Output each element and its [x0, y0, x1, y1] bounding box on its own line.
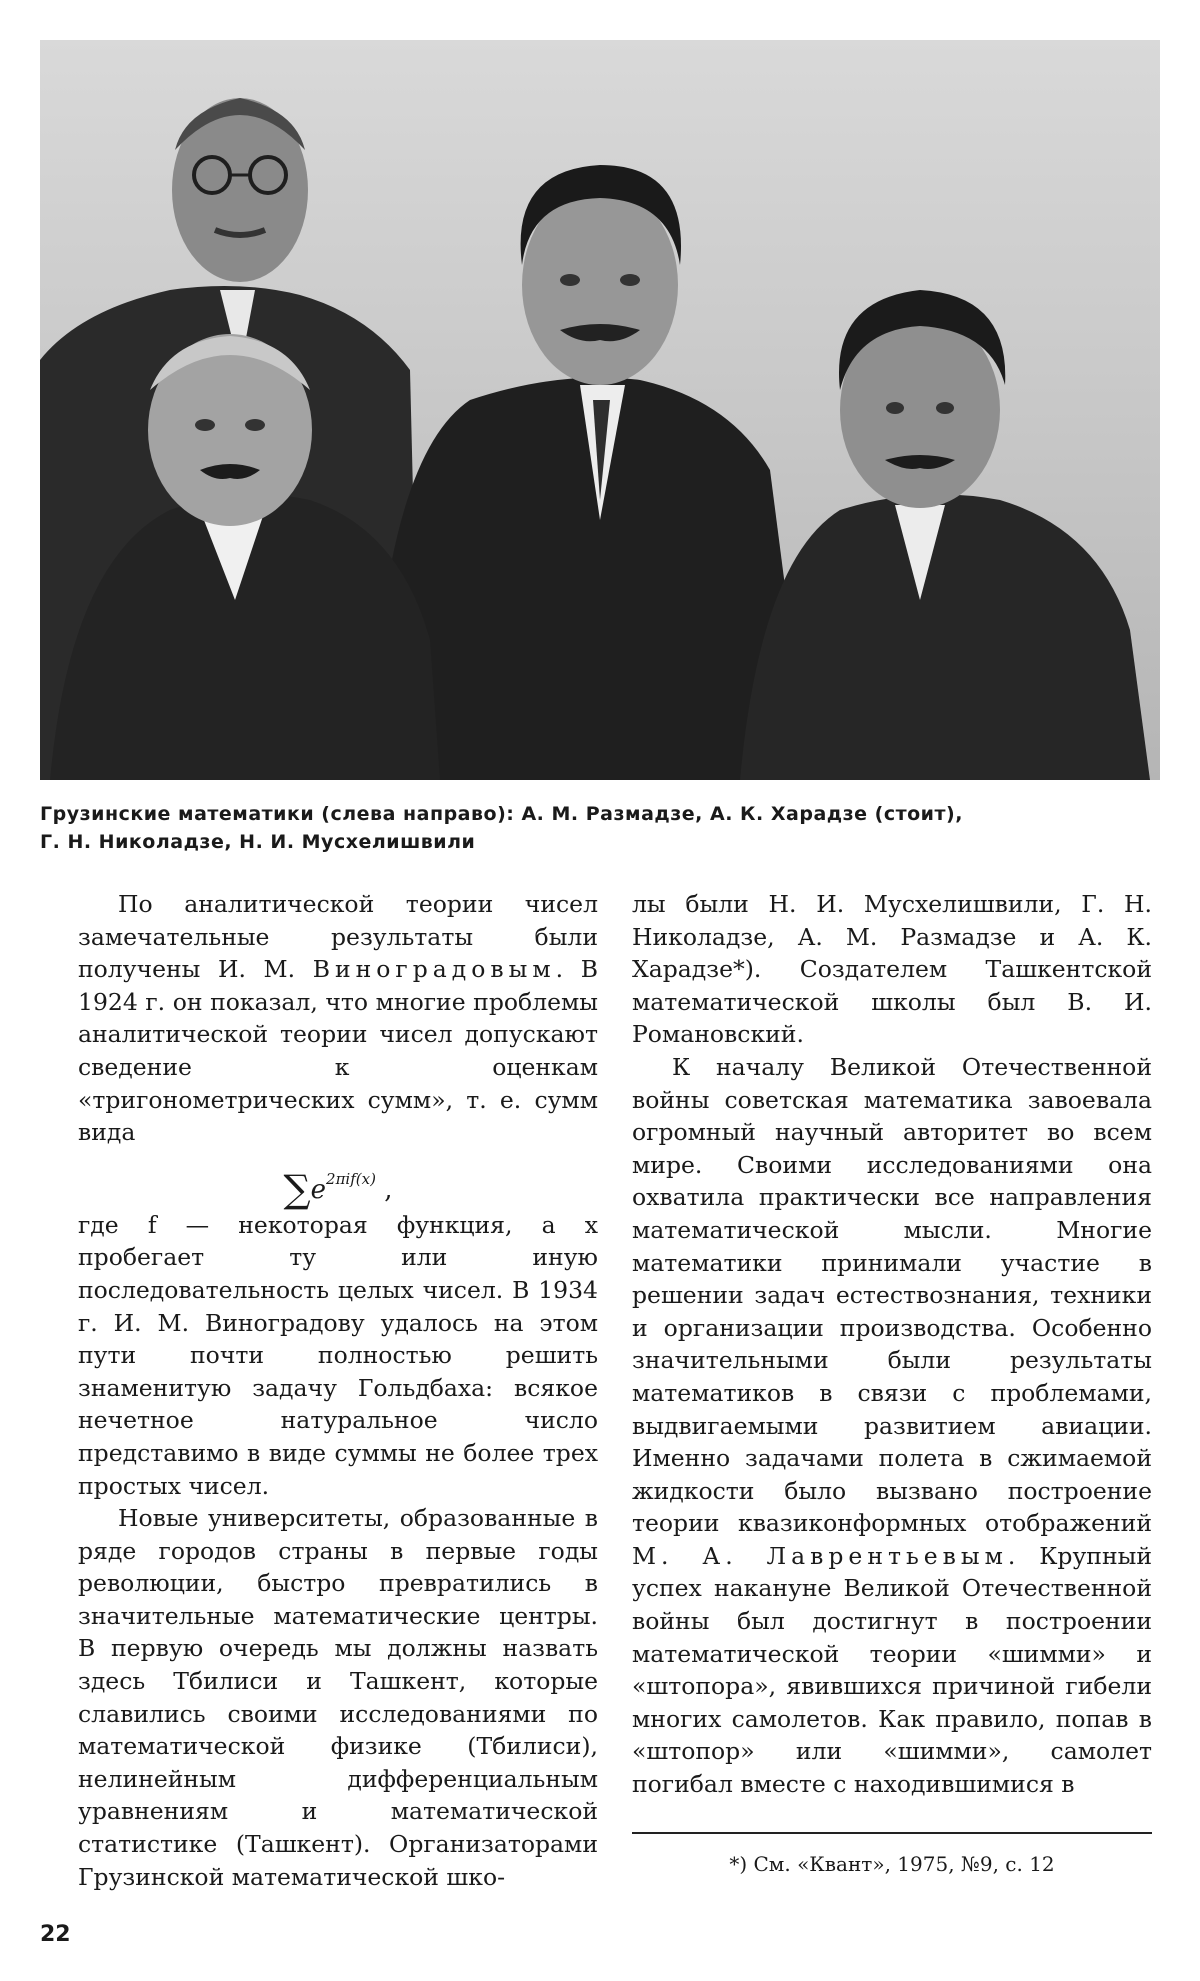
right-column [632, 888, 1152, 1801]
photo-caption [40, 800, 1160, 856]
caption-line-1: Грузинские математики (слева направо): А. М. Размадзе, А. К. Харадзе (стоит), [40, 803, 963, 825]
paragraph-text: . Крупный успех накануне Великой Отечественной войны был достигнут в построении математической теории «шимми» и «штопора», явившихся причиной гибели многих самолетов. Как правило, попав в «штопор» или «шимми», самолет погибал вместе с находившимися в [632, 1541, 1152, 1799]
paragraph-universities: Новые университеты, образованные в ряде городов страны в первые годы революции, быстро превратились в значительные математические центры. В первую очередь мы должны назвать здесь Тбилиси и Ташкент, которые славились своими исследованиями по математической физике (Тбилиси), нелинейным дифференциальным уравнениям и математической статистике (Ташкент). Организаторами Грузинской математической шко- [78, 1504, 598, 1891]
page-number: 22 [40, 1922, 71, 1947]
formula-base: e [310, 1174, 327, 1205]
paragraph-georgian-school: лы были Н. И. Мусхелишвили, Г. Н. Николадзе, А. М. Размадзе и А. К. Харадзе*). Создателем Ташкентской математической школы был В. И. Романовский. [632, 890, 1152, 1049]
formula-tail: , [384, 1174, 393, 1205]
left-column [78, 888, 598, 1893]
paragraph-text: К началу Великой Отечественной войны советская математика завоевала огромный научный авторитет во всем мире. Своими исследованиями она охватила практически все направления математической мысли. Многие математики принимали участие в решении задач естествознания, техники и организации производства. Особенно значительными были результаты математиков в связи с проблемами, выдвигаемыми развитием авиации. Именно задачами полета в сжимаемой жидкости было вызвано построение теории квазиконформных отображений [632, 1052, 1152, 1538]
group-portrait-photo [40, 40, 1160, 780]
caption-line-2: Г. Н. Николадзе, Н. И. Мусхелишвили [40, 831, 476, 853]
paragraph-goldbach: где f — некоторая функция, а x пробегает ту или иную последовательность целых чисел. В 1934 г. И. М. Виноградову удалось на этом пути почти полностью решить знаменитую задачу Гольдбаха: всякое нечетное натуральное число представимо в виде суммы не более трех простых чисел. [78, 1210, 598, 1500]
paragraph-vinogradov [78, 888, 598, 1149]
portrait-illustration [40, 40, 1160, 780]
footnote: *) См. «Квант», 1975, №9, с. 12 [729, 1852, 1055, 1876]
author-name: М. А. Лаврентьевым [632, 1541, 1008, 1570]
formula-exponent: 2πif(x) [326, 1169, 376, 1188]
paragraph-text: По аналитической теории чисел замечательные результаты были получены И. М. [78, 890, 598, 984]
footnote-divider [632, 1832, 1152, 1834]
seated-right-figure [740, 290, 1150, 780]
paragraph-text: . В 1924 г. он показал, что многие проблемы аналитической теории чисел допускают сведение к оценкам «тригонометрических сумм», т. е. сумм вида [78, 955, 598, 1147]
author-name: Виноградовым [312, 955, 556, 984]
trig-sum-formula: $\sum e^{2\pi if(x)}$ , [283, 1166, 393, 1211]
center-figure [370, 165, 810, 780]
paragraph-war-mathematics [632, 1051, 1152, 1801]
